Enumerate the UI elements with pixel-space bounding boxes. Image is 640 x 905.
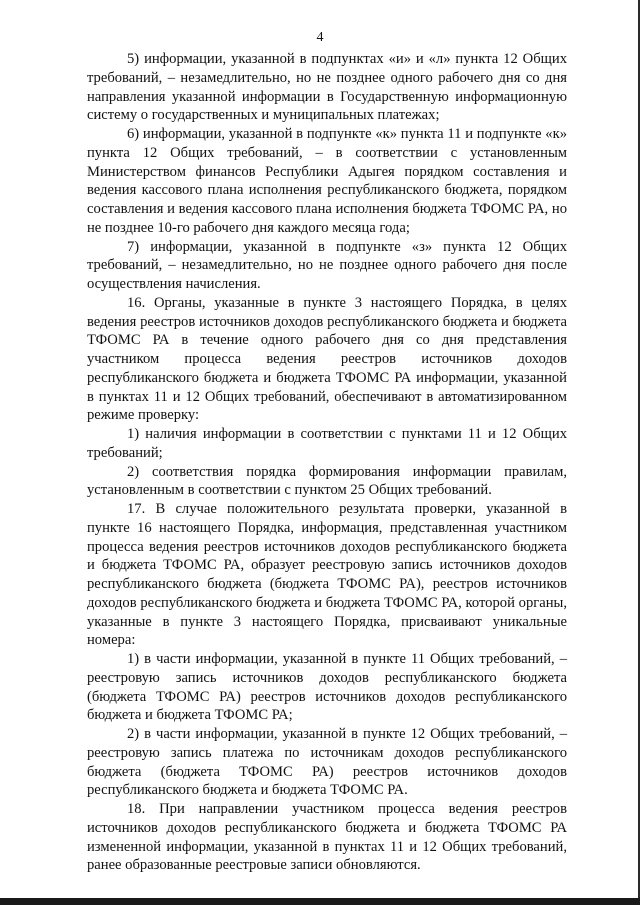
paragraph-clause-17: 17. В случае положительного результата проверки, указанной в пункте 16 настоящего Порядка, информация, представленная участником процесса ведения реестров источников доходов республиканского бюджета и бюджета ТФОМС РА, образует реестровую запись источников доходов республиканского бюджета (бюджета ТФОМС РА), реестров источников доходов республиканского бюджета и бюджета ТФОМС РА, которой органы, указанные в пункте 3 настоящего Порядка, присваивают уникальные номера: xyxy=(87,501,567,649)
paragraph-clause-17-item-1: 1) в части информации, указанной в пункте 11 Общих требований, – реестровую запись источников доходов республиканского бюджета (бюджета ТФОМС РА) реестров источников доходов республиканского бюджета и бюджета ТФОМС РА; xyxy=(87,651,567,724)
document-body xyxy=(87,50,567,875)
scan-border-bottom xyxy=(0,898,640,905)
page-number: 4 xyxy=(316,30,324,45)
paragraph-item-7: 7) информации, указанной в подпункте «з» пункта 12 Общих требований, – незамедлительно, но не позднее одного рабочего дня после осуществления начисления. xyxy=(87,238,567,292)
paragraph-clause-16-item-1: 1) наличия информации в соответствии с пунктами 11 и 12 Общих требований; xyxy=(87,426,567,461)
paragraph-clause-16: 16. Органы, указанные в пункте 3 настоящего Порядка, в целях ведения реестров источников доходов республиканского бюджета и бюджета ТФОМС РА в течение одного рабочего дня со дня представления участником процесса ведения реестров источников доходов республиканского бюджета и бюджета ТФОМС РА информации, указанной в пунктах 11 и 12 Общих требований, обеспечивают в автоматизированном режиме проверку: xyxy=(87,294,567,424)
paragraph-clause-17-item-2: 2) в части информации, указанной в пункте 12 Общих требований, – реестровую запись платежа по источникам доходов республиканского бюджета (бюджета ТФОМС РА) реестров источников доходов республиканского бюджета и бюджета ТФОМС РА. xyxy=(87,726,567,799)
paragraph-item-5: 5) информации, указанной в подпунктах «и» и «л» пункта 12 Общих требований, – незамедлительно, но не позднее одного рабочего дня со дня направления указанной информации в Государственную информационную систему о государственных и муниципальных платежах; xyxy=(87,51,567,124)
paragraph-clause-18: 18. При направлении участником процесса ведения реестров источников доходов республиканского бюджета и бюджета ТФОМС РА измененной информации, указанной в пунктах 11 и 12 Общих требований, ранее образованные реестровые записи обновляются. xyxy=(87,801,567,874)
paragraph-clause-16-item-2: 2) соответствия порядка формирования информации правилам, установленным в соответствии с пунктом 25 Общих требований. xyxy=(87,463,567,499)
paragraph-item-6: 6) информации, указанной в подпункте «к» пункта 11 и подпункте «к» пункта 12 Общих требований, – в соответствии с установленным Министерством финансов Республики Адыгея порядком составления и ведения кассового плана исполнения республиканского бюджета, порядком составления и ведения кассового плана исполнения бюджета ТФОМС РА, но не позднее 10-го рабочего дня каждого месяца года; xyxy=(87,126,567,236)
